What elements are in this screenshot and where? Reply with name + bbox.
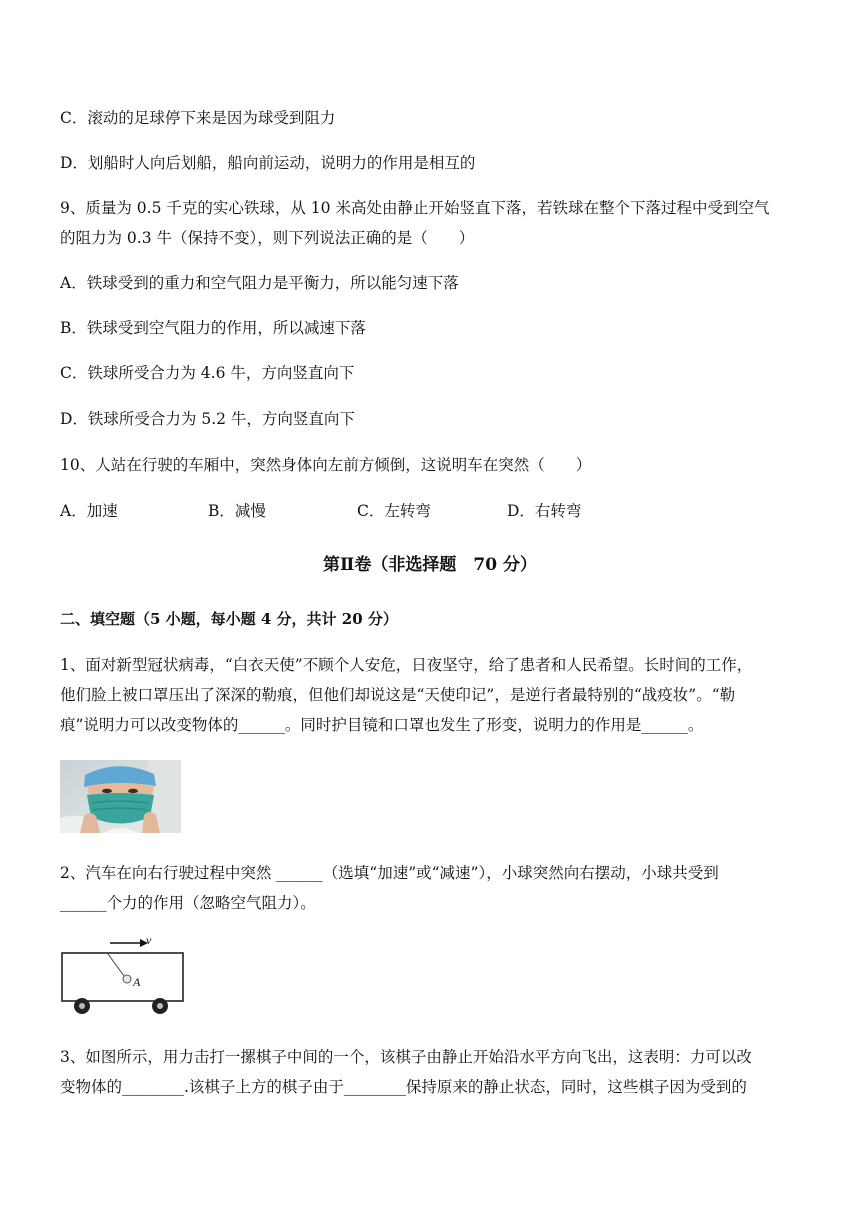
pendulum-ball [123, 975, 131, 983]
q10-option-d: D．右转弯 [507, 502, 582, 520]
q10-stem: 10、人站在行驶的车厢中，突然身体向左前方倾倒，这说明车在突然（ ） [60, 456, 592, 474]
fill1-line3: 痕”说明力可以改变物体的______。同时护目镜和口罩也发生了形变，说明力的作用是______。 [60, 716, 704, 734]
truck-body [62, 953, 183, 1001]
velocity-label: v [146, 933, 152, 947]
q9-stem-line1: 9、质量为 0.5 千克的实心铁球，从 10 米高处由静止开始竖直下落，若铁球在整个下落过程中受到空气 [60, 199, 770, 217]
ball-label: A [133, 975, 141, 989]
q8-option-c: C．滚动的足球停下来是因为球受到阻力 [60, 109, 336, 127]
fill1-line1: 1、面对新型冠状病毒，“白衣天使”不顾个人安危，日夜坚守，给了患者和人民希望。长时间的工作， [60, 656, 753, 674]
fill1-line2: 他们脸上被口罩压出了深深的勒痕，但他们却说这是“天使印记”，是逆行者最特别的“战疫妆”。“勒 [60, 686, 736, 704]
q9-stem-line2: 的阻力为 0.3 牛（保持不变），则下列说法正确的是（ ） [60, 229, 475, 247]
fill3-line1: 3、如图所示，用力击打一摞棋子中间的一个，该棋子由静止开始沿水平方向飞出，这表明：力可以改 [60, 1048, 752, 1066]
q9-option-b: B．铁球受到空气阻力的作用，所以减速下落 [60, 319, 366, 337]
q9-option-a: A．铁球受到的重力和空气阻力是平衡力，所以能匀速下落 [60, 274, 459, 292]
q10-option-b: B．减慢 [208, 502, 266, 520]
truck-pendulum-diagram [60, 932, 186, 1018]
nurse-mask-photo [60, 760, 181, 833]
section-heading: 二、填空题（5 小题，每小题 4 分，共计 20 分） [60, 610, 398, 628]
q9-option-c: C．铁球所受合力为 4.6 牛，方向竖直向下 [60, 364, 355, 382]
q10-option-a: A．加速 [60, 502, 118, 520]
fill3-line2: 变物体的________.该棋子上方的棋子由于________保持原来的静止状态，同时，这些棋子因为受到的 [60, 1078, 747, 1096]
q10-option-c: C．左转弯 [357, 502, 431, 520]
fill2-line2: ______个力的作用（忽略空气阻力）。 [60, 894, 316, 912]
q8-option-d: D．划船时人向后划船，船向前运动，说明力的作用是相互的 [60, 154, 476, 172]
fill2-line1: 2、汽车在向右行驶过程中突然 ______（选填“加速”或“减速”），小球突然向右摆动，小球共受到 [60, 864, 719, 882]
q9-option-d: D．铁球所受合力为 5.2 牛，方向竖直向下 [60, 410, 355, 428]
part2-title: 第Ⅱ卷（非选择题 70 分） [323, 555, 537, 575]
